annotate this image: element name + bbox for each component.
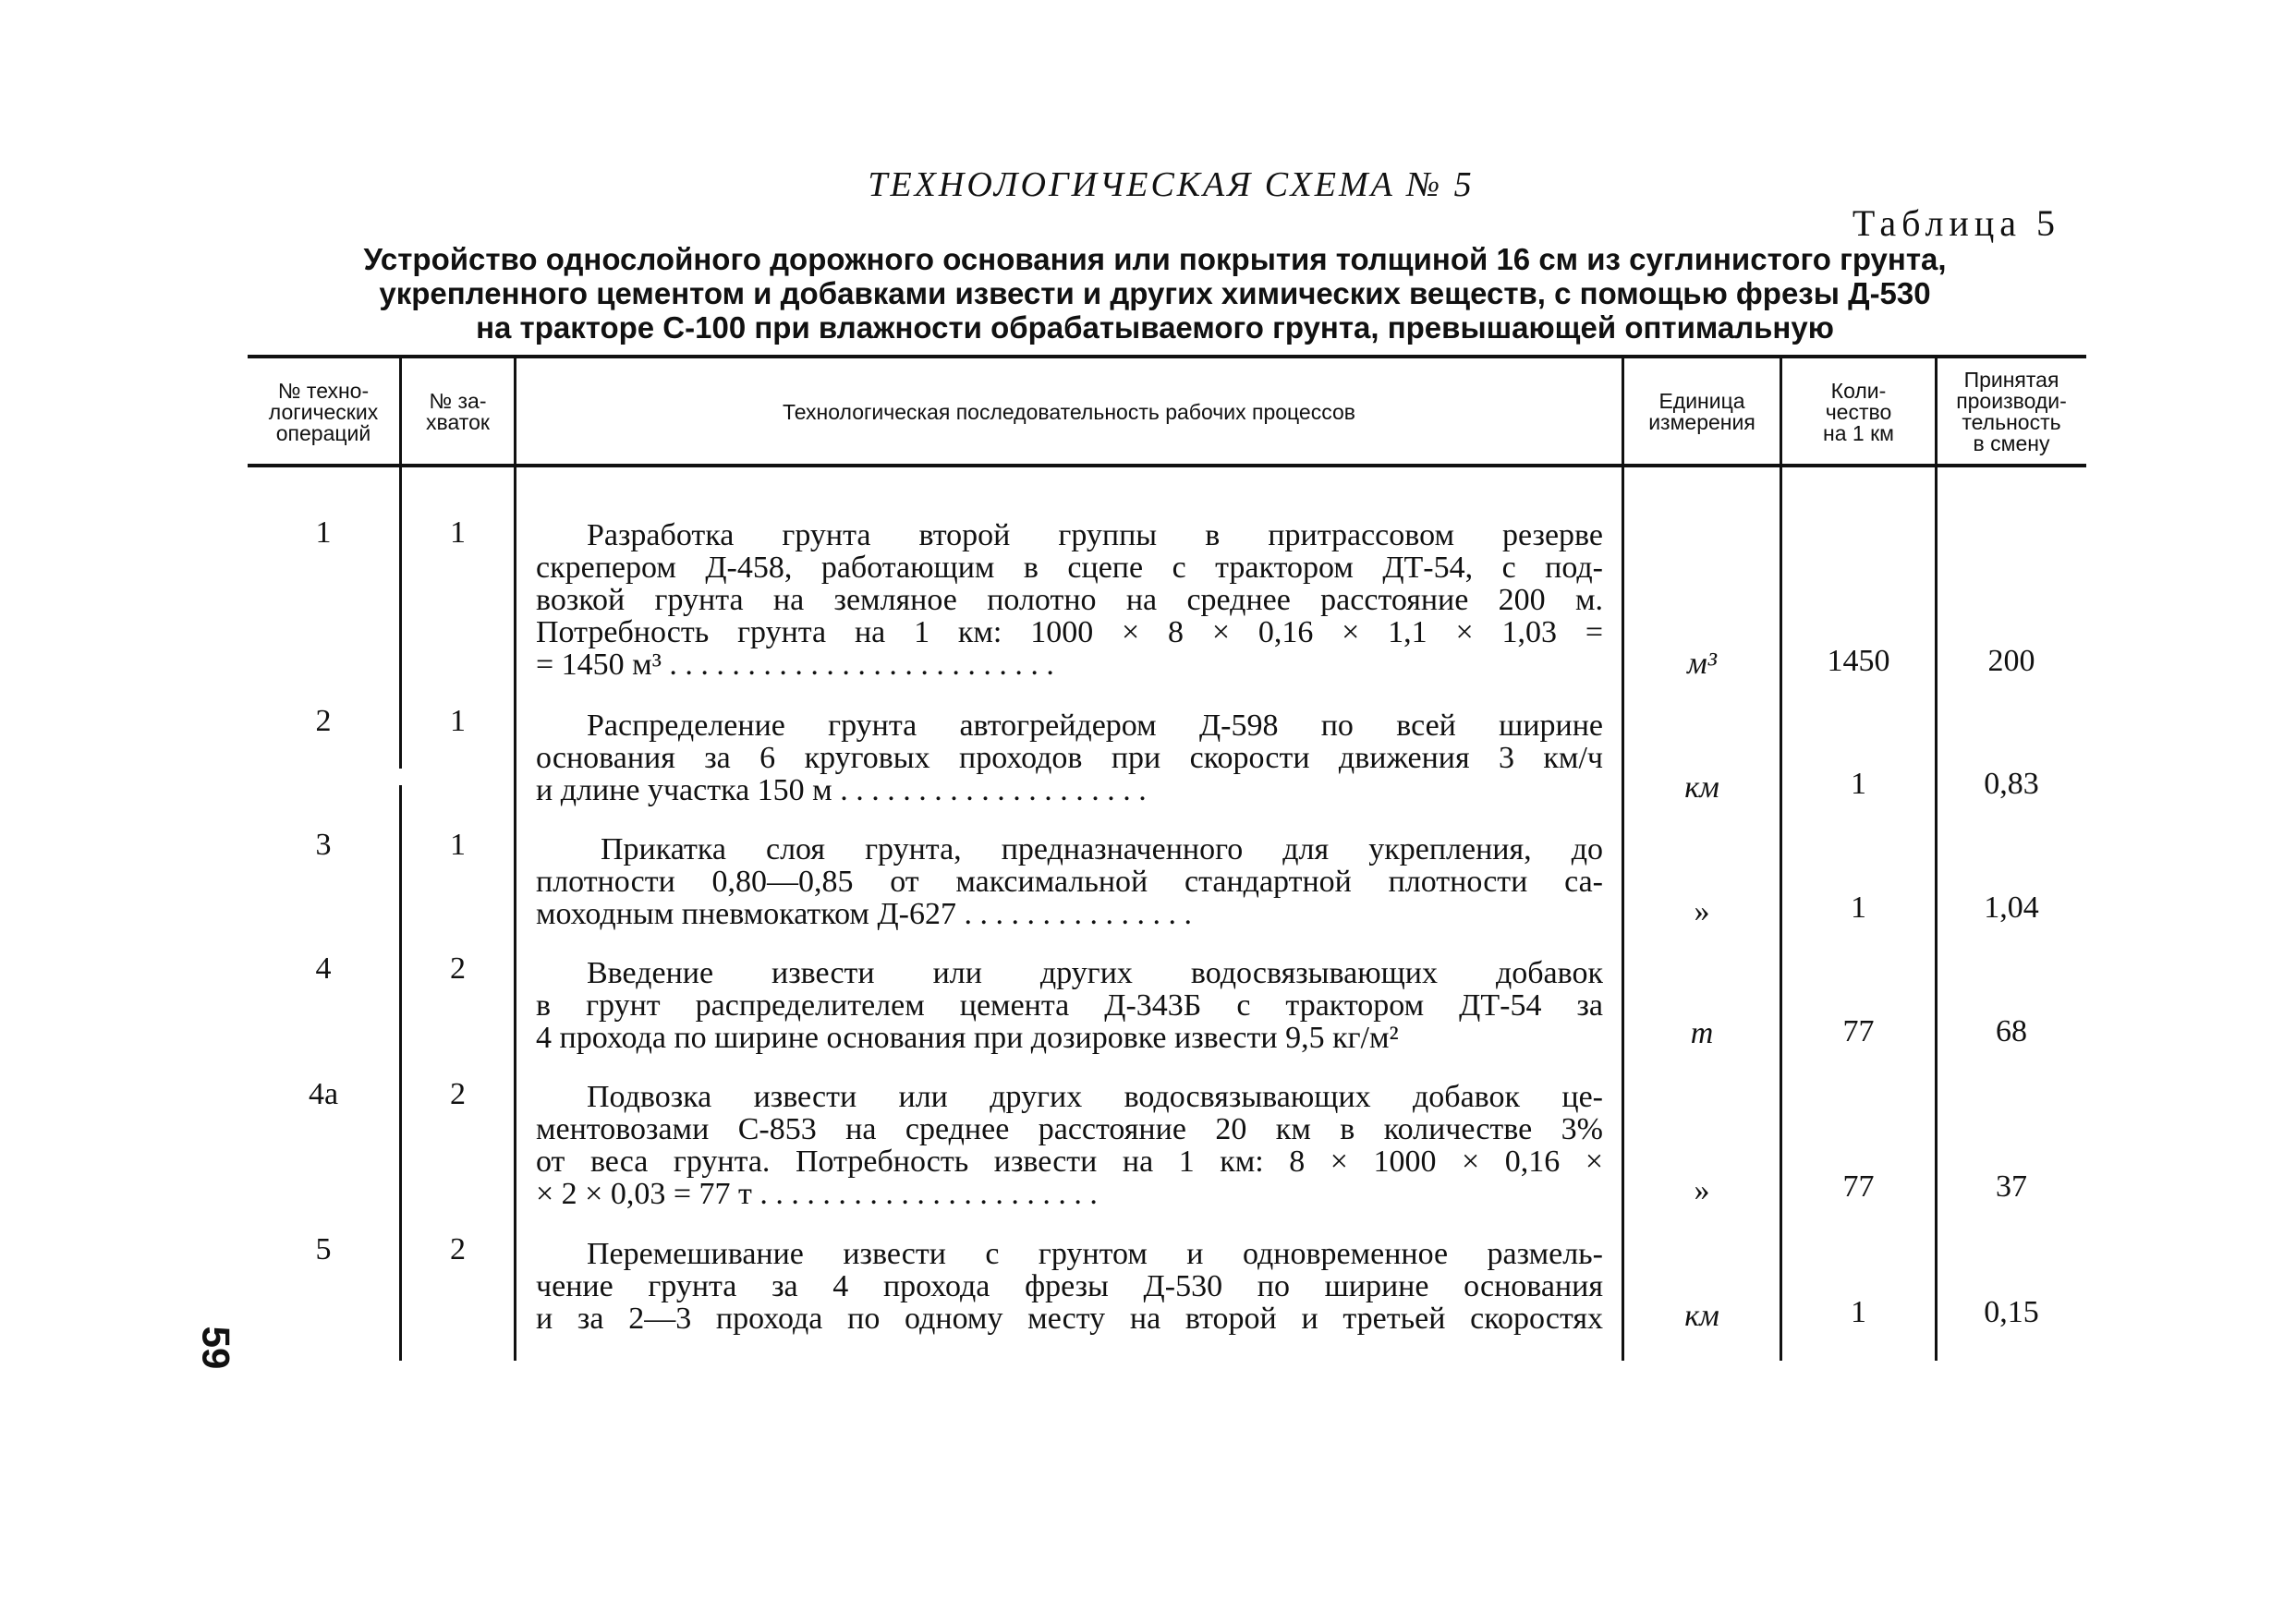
caption-line: укрепленного цементом и добавками извести и других химических веществ, с помощью фрезы Д-530 [379,276,1931,310]
column-divider [399,785,402,1361]
scheme-title: ТЕХНОЛОГИЧЕСКАЯ СХЕМА № 5 [868,165,1475,204]
header-unit: Единица измерения [1648,389,1755,434]
process-description: Разработка грунта второй группы в притрассовом резерве скрепером Д-458, работающим в сцепе с трактором ДТ-54, с под- возкой грунта на земляное полотно на среднее расстояние 200 м. Потребность грунта на 1 км: 1000 × 8 × 0,16 × 1,1 × 1,03 = = 1450 м³ . . . . . . . . . . . . . . . . . . . . . . . . . [536,519,1603,681]
header-process: Технологическая последовательность рабочих процессов [782,399,1355,424]
table-caption [277,242,2033,345]
grip-number: 2 [450,1077,466,1111]
productivity-value: 37 [1996,1169,2027,1204]
unit-value: » [1694,894,1710,928]
unit-value: км [1684,1299,1719,1333]
process-description: Распределение грунта автогрейдером Д-598 по всей ширине основания за 6 круговых проходов при скорости движения 3 км/ч и длине участка 150 м . . . . . . . . . . . . . . . . . . . . [536,709,1603,806]
unit-value: т [1690,1016,1714,1050]
productivity-value: 1,04 [1984,890,2039,925]
quantity-value: 1 [1851,1295,1866,1329]
header-top-rule [248,355,2086,358]
unit-value: км [1684,770,1719,805]
quantity-value: 1450 [1827,644,1890,678]
productivity-value: 0,15 [1984,1295,2039,1329]
column-divider [1622,358,1624,1361]
caption-line: Устройство однослойного дорожного основания или покрытия толщиной 16 см из суглинистого грунта, [363,242,1947,276]
quantity-value: 1 [1851,890,1866,925]
header-quantity: Коли- чество на 1 км [1823,378,1894,445]
column-divider [1935,358,1938,1361]
process-description: Перемешивание извести с грунтом и одновременное размель- чение грунта за 4 прохода фрезы Д-530 по ширине основания и за 2—3 прохода по одному месту на второй и третьей скоростях [536,1238,1603,1335]
column-divider [1780,358,1782,1361]
operation-number: 3 [315,828,332,862]
operation-number: 1 [315,515,332,550]
grip-number: 1 [450,828,466,862]
quantity-value: 77 [1842,1169,1875,1204]
grip-number: 2 [450,1232,466,1266]
unit-value: м³ [1687,647,1717,681]
table-label: Таблица 5 [1852,202,2060,244]
quantity-value: 77 [1842,1014,1875,1048]
operation-number: 5 [315,1232,332,1266]
operation-number: 2 [315,704,332,738]
process-description: Прикатка слоя грунта, предназначенного для укрепления, до плотности 0,80—0,85 от максимальной стандартной плотности са- моходным пневмокатком Д-627 . . . . . . . . . . . . . . . [536,833,1603,930]
unit-value: » [1694,1173,1710,1207]
productivity-value: 68 [1996,1014,2027,1048]
header-productivity: Принятая производи- тельность в смену [1956,368,2067,455]
productivity-value: 200 [1987,644,2035,678]
process-description: Подвозка извести или других водосвязывающих добавок це- ментовозами С-853 на среднее расстояние 20 км в количестве 3% от веса грунта. Потребность извести на 1 км: 8 × 1000 × 0,16 × × 2 × 0,03 = 77 т . . . . . . . . . . . . . . . . . . . . . . [536,1081,1603,1210]
grip-number: 1 [450,704,466,738]
header-operation-number: № техно- логических операций [268,378,379,445]
caption-line: на тракторе С-100 при влажности обрабатываемого грунта, превышающей оптимальную [476,310,1834,345]
header-grip-number: № за- хваток [426,389,490,434]
operation-number: 4а [308,1077,339,1111]
grip-number: 1 [450,515,466,550]
process-description: Введение извести или других водосвязывающих добавок в грунт распределителем цемента Д-343Б с трактором ДТ-54 за 4 прохода по ширине основания при дозировке извести 9,5 кг/м² [536,957,1603,1054]
grip-number: 2 [450,951,466,986]
productivity-value: 0,83 [1984,767,2039,801]
column-divider [514,358,516,1361]
page-number: 59 [194,1326,238,1370]
operation-number: 4 [315,951,332,986]
quantity-value: 1 [1851,767,1866,801]
header-bottom-rule [248,464,2086,467]
